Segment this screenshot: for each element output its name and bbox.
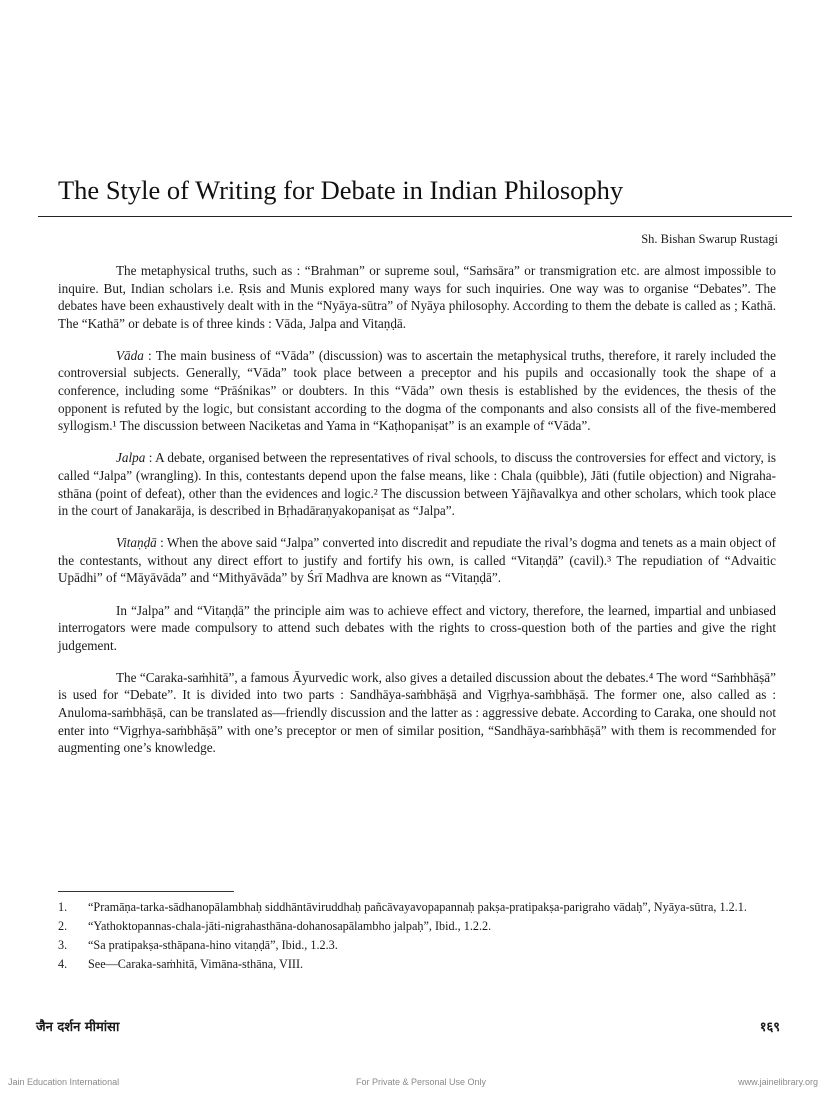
footnote-text: “Pramāṇa-tarka-sādhanopālambhaḥ siddhāntāviruddhaḥ pañcāvayavopapannaḥ pakṣa-pratipakṣa-parigraho vādaḥ”, Nyāya-sūtra, 1.2.1. [88, 900, 747, 914]
paragraph-text: : When the above said “Jalpa” converted into discredit and repudiate the rival’s dogma and tenets as a main object of the contestants, without any direct effort to justify and fortify his own, is called “Vitaṇḍā” (cavil).³ The repudiation of “Advaitic Upādhi” of “Māyāvāda” and “Mithyāvāda” by Śrī Madhva are known as “Vitaṇḍā”. [58, 535, 776, 586]
paragraph-lead: Vāda [116, 347, 144, 363]
footnotes [58, 898, 776, 974]
footer-usage-note: For Private & Personal Use Only [356, 1077, 487, 1087]
footnote [58, 917, 776, 936]
footnote-number: 3. [58, 938, 68, 952]
paragraph-text: In “Jalpa” and “Vitaṇḍā” the principle aim was to achieve effect and victory, therefore, the learned, impartial and unbiased interrogators were made compulsory to attend such debates with the rights to cross-question both of the parties and give the right judgement. [58, 602, 776, 653]
page-number: १६९ [759, 1020, 780, 1035]
footnote-number: 1. [58, 900, 68, 914]
paragraph-intro [58, 262, 776, 332]
paragraph-text: The “Caraka-saṁhitā”, a famous Āyurvedic work, also gives a detailed discussion about the debates.⁴ The word “Saṁbhāṣā” is used for “Debate”. It is divided into two parts : Sandhāya-saṁbhāṣā and Vigṛhya-saṁbhāṣā. The former one, also called as : Anuloma-saṁbhāṣā, can be translated as—friendly discussion and the latter as : aggressive debate. According to Caraka, one should not enter into “Vigṛhya-saṁbhāṣā” with one’s preceptor or men of similar position, “Sandhāya-saṁbhāṣā” with them is recommended for augmenting one’s knowledge. [58, 669, 776, 756]
paragraph-lead: Jalpa [116, 450, 146, 466]
footnote [58, 955, 776, 974]
paragraph-aim [58, 602, 776, 655]
journal-name: जैन दर्शन मीमांसा [36, 1020, 120, 1035]
paragraph-text: : A debate, organised between the representatives of rival schools, to discuss the controversies for effect and victory, is called “Jalpa” (wrangling). In this, contestants depend upon the false means, like : Chala (quibble), Jāti (futile objection) and Nigraha-sthāna (point of defeat), other than the evidences and logic.² The discussion between Yājñavalkya and other scholars, which took place in the court of Janakarāja, is described in Bṛhadāraṇyakopaniṣat as “Jalpa”. [58, 450, 776, 519]
footnote-text: See—Caraka-saṁhitā, Vimāna-sthāna, VIII. [88, 957, 304, 971]
footnote-text: “Yathoktopannas-chala-jāti-nigrahasthāna-dohanosapālambho jalpaḥ”, Ibid., 1.2.2. [88, 919, 492, 933]
article-body [58, 262, 776, 771]
footnote-number: 2. [58, 919, 68, 933]
footnote [58, 898, 776, 917]
footer-publisher: Jain Education International [8, 1077, 120, 1087]
footer-website-link[interactable]: www.jainelibrary.org [738, 1077, 818, 1087]
paragraph-vada [58, 347, 776, 435]
paragraph-text: The metaphysical truths, such as : “Brahman” or supreme soul, “Saṁsāra” or transmigration etc. are almost impossible to inquire. But, Indian scholars i.e. Ṛsis and Munis explored many ways for such inquiries. One way was to organise “Debates”. The debates have been exhaustively dealt with in the “Nyāya-sūtra” of Nyāya philosophy. According to them the debate is called as ; Kathā. The “Kathā” or debate is of three kinds : Vāda, Jalpa and Vitaṇḍā. [58, 263, 776, 331]
footnote [58, 936, 776, 955]
footnote-divider [58, 891, 234, 892]
author-name: Sh. Bishan Swarup Rustagi [641, 232, 778, 246]
paragraph-lead: Vitaṇḍā [116, 535, 157, 551]
paragraph-vitanda [58, 534, 776, 587]
footnote-number: 4. [58, 957, 68, 971]
article-title: The Style of Writing for Debate in Indian Philosophy [58, 175, 624, 205]
paragraph-jalpa [58, 449, 776, 519]
paragraph-text: : The main business of “Vāda” (discussion) was to ascertain the metaphysical truths, therefore, it rarely included the controversial subjects. Generally, “Vāda” took place between a preceptor and his pupils and occasionally took the shape of a conference, including some “Prāśnikas” or doubters. In this “Vāda” own thesis is established by the evidences, the thesis of the opponent is refuted by the logic, but consistant according to the dogma of the componants and also consists all of the five-membered syllogism.¹ The discussion between Naciketas and Yama in “Kaṭhopaniṣat” is an example of “Vāda”. [58, 347, 776, 434]
paragraph-caraka [58, 669, 776, 757]
title-divider [38, 216, 792, 217]
footnote-text: “Sa pratipakṣa-sthāpana-hino vitaṇḍā”, Ibid., 1.2.3. [88, 938, 338, 952]
